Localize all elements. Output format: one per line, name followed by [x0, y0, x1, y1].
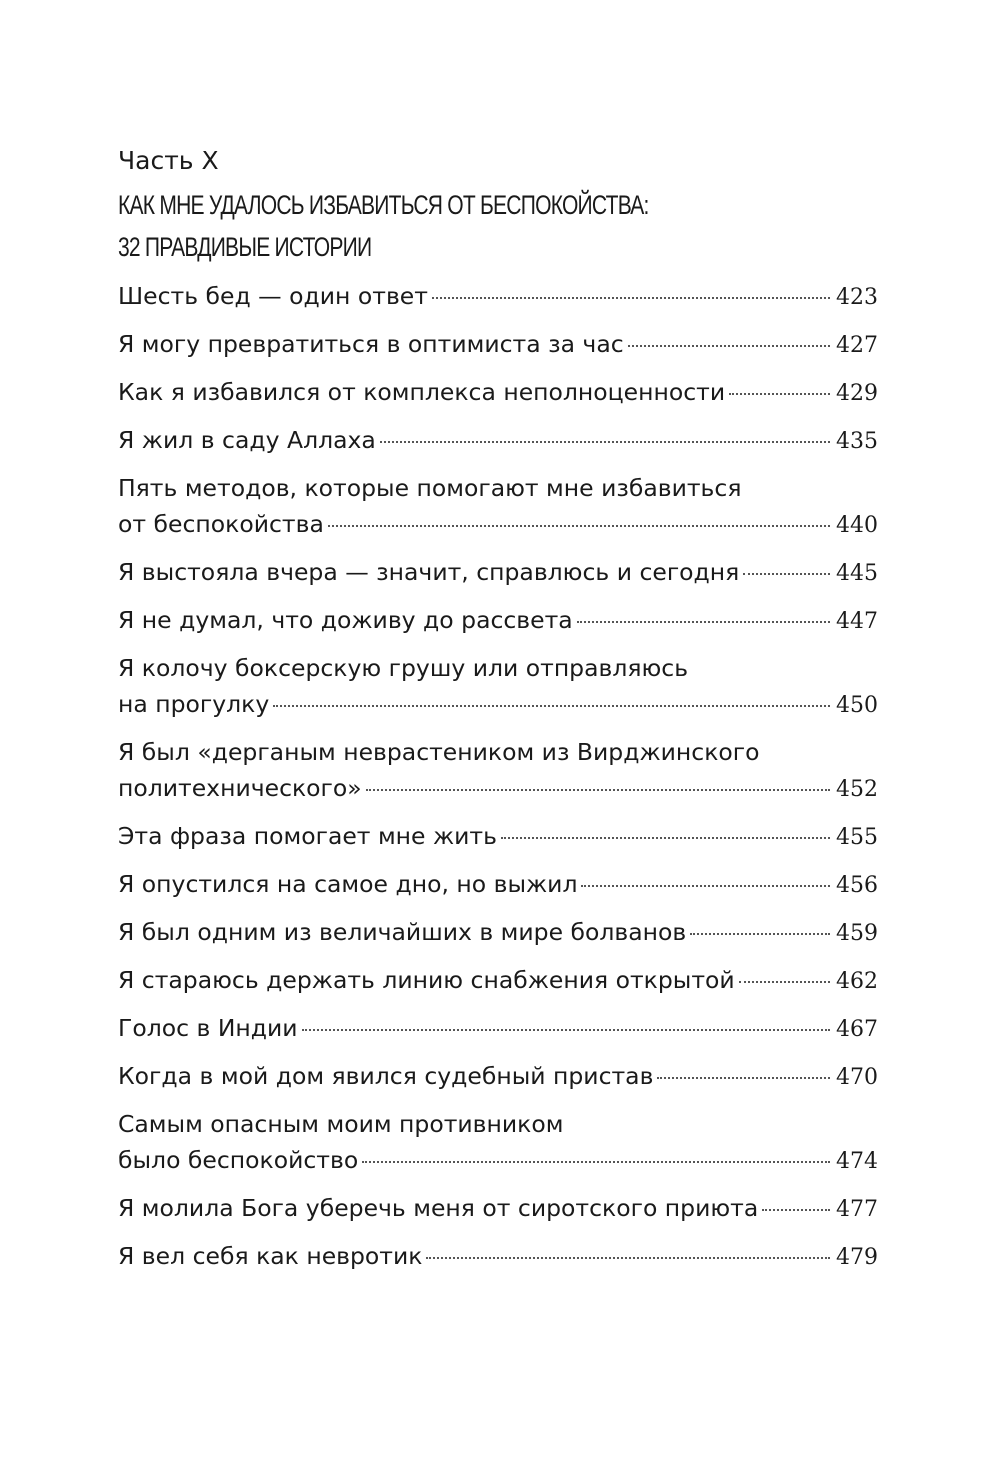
- toc-entry-line: [118, 686, 878, 724]
- toc-page-number: 470: [836, 1065, 878, 1090]
- part-title-line-1: КАК МНЕ УДАЛОСЬ ИЗБАВИТЬСЯ ОТ БЕСПОКОЙСТВА:: [118, 190, 649, 220]
- dot-leader: [501, 837, 830, 839]
- toc-entry-title: на прогулку: [118, 690, 270, 718]
- toc-page-number: 445: [836, 561, 878, 586]
- toc-entry[interactable]: [118, 1238, 878, 1276]
- toc-entry-line: [118, 374, 878, 412]
- toc-entry-title: Самым опасным моим противником: [118, 1110, 564, 1138]
- toc-entry-title: Как я избавился от комплекса неполноценности: [118, 378, 726, 406]
- toc-entry-line: [118, 1238, 878, 1276]
- part-title-line-2: 32 ПРАВДИВЫЕ ИСТОРИИ: [118, 232, 372, 262]
- dot-leader: [380, 441, 830, 443]
- dot-leader: [743, 573, 830, 575]
- toc-entry-title: Я жил в саду Аллаха: [118, 426, 376, 454]
- toc-entry-line: [118, 554, 878, 592]
- toc-entry-line: [118, 602, 878, 640]
- toc-entry[interactable]: [118, 734, 878, 808]
- dot-leader: [739, 981, 830, 983]
- part-title: [118, 184, 877, 268]
- toc-entry-line: [118, 866, 878, 904]
- toc-entry-title: Я колочу боксерскую грушу или отправляюсь: [118, 654, 689, 682]
- toc-entry-line: [118, 470, 878, 506]
- toc-entry[interactable]: [118, 554, 878, 592]
- toc-entry-title: Я не думал, что доживу до рассвета: [118, 606, 573, 634]
- toc-entry[interactable]: [118, 818, 878, 856]
- toc-entry-title: Пять методов, которые помогают мне избавиться: [118, 474, 742, 502]
- toc-entry-line: [118, 914, 878, 952]
- toc-page-number: 467: [836, 1017, 878, 1042]
- toc-page-number: 459: [836, 921, 878, 946]
- toc-entry-title: Я был одним из величайших в мире болванов: [118, 918, 687, 946]
- dot-leader: [366, 789, 830, 791]
- dot-leader: [628, 345, 830, 347]
- toc-entry-title: Я выстояла вчера — значит, справлюсь и сегодня: [118, 558, 740, 586]
- dot-leader: [328, 525, 830, 527]
- dot-leader: [581, 885, 830, 887]
- toc-entry-title: Я был «дерганым неврастеником из Вирджинского: [118, 738, 760, 766]
- toc-entry-title: Эта фраза помогает мне жить: [118, 822, 497, 850]
- toc-entry-line: [118, 1142, 878, 1180]
- toc-page-number: 435: [836, 429, 878, 454]
- toc-entry[interactable]: [118, 866, 878, 904]
- toc-entry[interactable]: [118, 1010, 878, 1048]
- dot-leader: [426, 1257, 830, 1259]
- toc-entry-line: [118, 1106, 878, 1142]
- toc-page-number: 450: [836, 693, 878, 718]
- dot-leader: [302, 1029, 830, 1031]
- toc-entry-title: Шесть бед — один ответ: [118, 282, 428, 310]
- toc-entry[interactable]: [118, 326, 878, 364]
- dot-leader: [657, 1077, 830, 1079]
- toc-page-number: 429: [836, 381, 878, 406]
- toc-entry[interactable]: [118, 278, 878, 316]
- toc-entry-title: от беспокойства: [118, 510, 324, 538]
- toc-page-number: 440: [836, 513, 878, 538]
- dot-leader: [729, 393, 830, 395]
- toc-entry[interactable]: [118, 422, 878, 460]
- toc-entry-line: [118, 278, 878, 316]
- toc-page-number: 477: [836, 1197, 878, 1222]
- toc-entry-title: Я могу превратиться в оптимиста за час: [118, 330, 624, 358]
- toc-entry-title: Когда в мой дом явился судебный пристав: [118, 1062, 654, 1090]
- toc-entry-line: [118, 770, 878, 808]
- toc-entry-title: Я молила Бога уберечь меня от сиротского приюта: [118, 1194, 759, 1222]
- part-label: Часть X: [118, 146, 219, 175]
- toc-entry[interactable]: [118, 1106, 878, 1180]
- toc-entry-line: [118, 422, 878, 460]
- table-of-contents: [118, 278, 878, 1276]
- toc-entry-title: Я опустился на самое дно, но выжил: [118, 870, 578, 898]
- toc-entry[interactable]: [118, 374, 878, 412]
- toc-page-number: 456: [836, 873, 878, 898]
- toc-page-number: 455: [836, 825, 878, 850]
- toc-entry[interactable]: [118, 1058, 878, 1096]
- toc-entry-line: [118, 818, 878, 856]
- toc-entry[interactable]: [118, 650, 878, 724]
- toc-entry[interactable]: [118, 1190, 878, 1228]
- toc-page: [118, 142, 878, 1286]
- toc-entry[interactable]: [118, 470, 878, 544]
- dot-leader: [762, 1209, 830, 1211]
- toc-page-number: 447: [836, 609, 878, 634]
- toc-entry-title: было беспокойство: [118, 1146, 359, 1174]
- dot-leader: [362, 1161, 830, 1163]
- toc-entry-title: политехнического»: [118, 774, 362, 802]
- toc-entry-line: [118, 1190, 878, 1228]
- dot-leader: [432, 297, 830, 299]
- toc-entry-title: Голос в Индии: [118, 1014, 298, 1042]
- toc-page-number: 427: [836, 333, 878, 358]
- toc-entry-line: [118, 1058, 878, 1096]
- toc-entry-title: Я стараюсь держать линию снабжения открытой: [118, 966, 735, 994]
- toc-page-number: 462: [836, 969, 878, 994]
- toc-entry-title: Я вел себя как невротик: [118, 1242, 423, 1270]
- toc-entry[interactable]: [118, 962, 878, 1000]
- toc-entry[interactable]: [118, 602, 878, 640]
- dot-leader: [577, 621, 830, 623]
- toc-page-number: 423: [836, 285, 878, 310]
- toc-entry-line: [118, 1010, 878, 1048]
- toc-page-number: 452: [836, 777, 878, 802]
- toc-entry[interactable]: [118, 914, 878, 952]
- toc-entry-line: [118, 734, 878, 770]
- dot-leader: [273, 705, 830, 707]
- toc-entry-line: [118, 506, 878, 544]
- toc-entry-line: [118, 650, 878, 686]
- toc-entry-line: [118, 326, 878, 364]
- dot-leader: [690, 933, 830, 935]
- toc-entry-line: [118, 962, 878, 1000]
- toc-page-number: 474: [836, 1149, 878, 1174]
- toc-page-number: 479: [836, 1245, 878, 1270]
